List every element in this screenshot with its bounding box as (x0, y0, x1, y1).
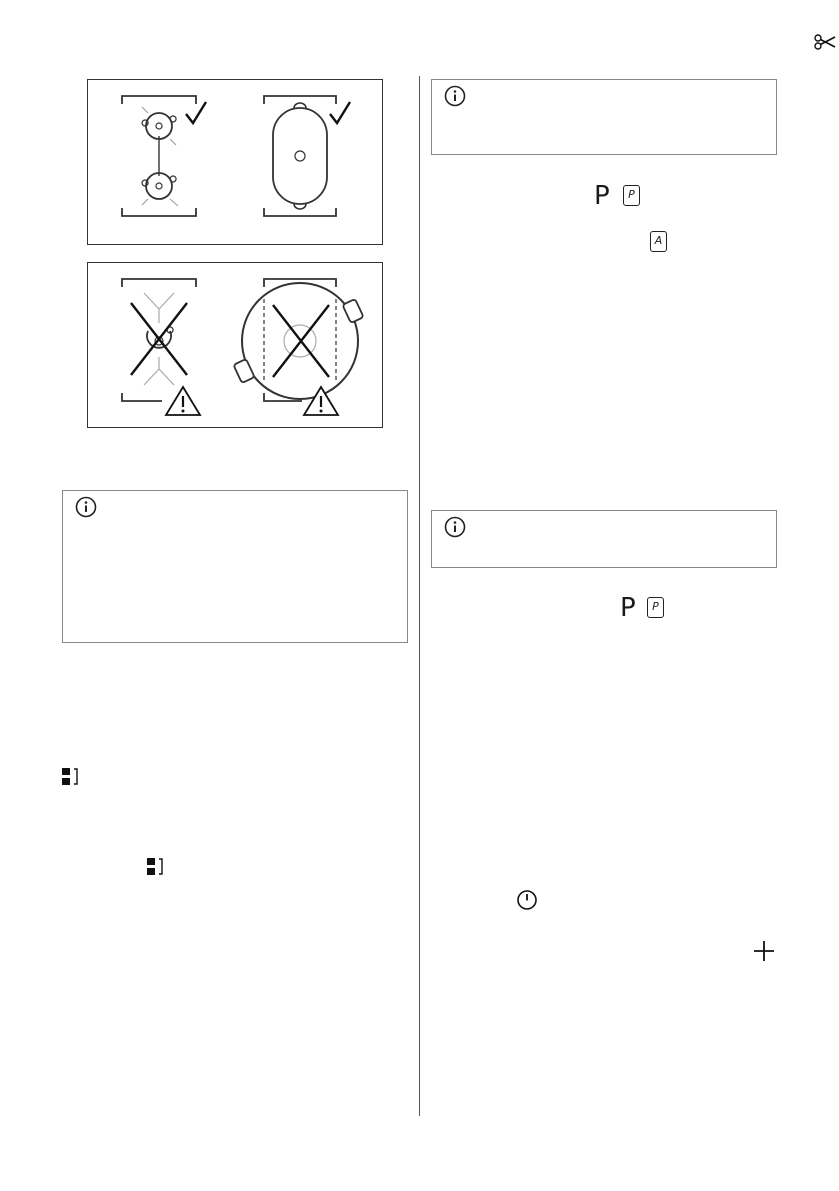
timer-icon (516, 889, 538, 911)
cross-icon (270, 303, 332, 379)
display-p-symbol: P (623, 185, 640, 206)
info-note-box (431, 510, 777, 568)
scissors-icon (814, 34, 836, 50)
warning-triangle-icon (302, 385, 340, 417)
power-level-p-symbol: P (620, 593, 636, 623)
plus-icon (753, 940, 775, 962)
display-p-symbol: P (647, 597, 664, 618)
display-a-symbol: A (650, 231, 667, 252)
cross-icon (128, 301, 190, 377)
bridge-display-icon (62, 767, 82, 787)
warning-triangle-icon (164, 385, 202, 417)
bridge-display-icon (147, 857, 167, 877)
info-icon (75, 496, 97, 518)
info-note-box (62, 490, 408, 643)
info-icon (444, 85, 466, 107)
info-note-box (431, 79, 777, 155)
correct-cookware-figure (87, 79, 383, 245)
power-level-p-symbol: P (594, 181, 610, 211)
info-icon (444, 516, 466, 538)
column-divider (419, 76, 420, 1116)
checkmark-icon (184, 100, 208, 126)
checkmark-icon (328, 100, 352, 126)
incorrect-cookware-figure (87, 262, 383, 428)
